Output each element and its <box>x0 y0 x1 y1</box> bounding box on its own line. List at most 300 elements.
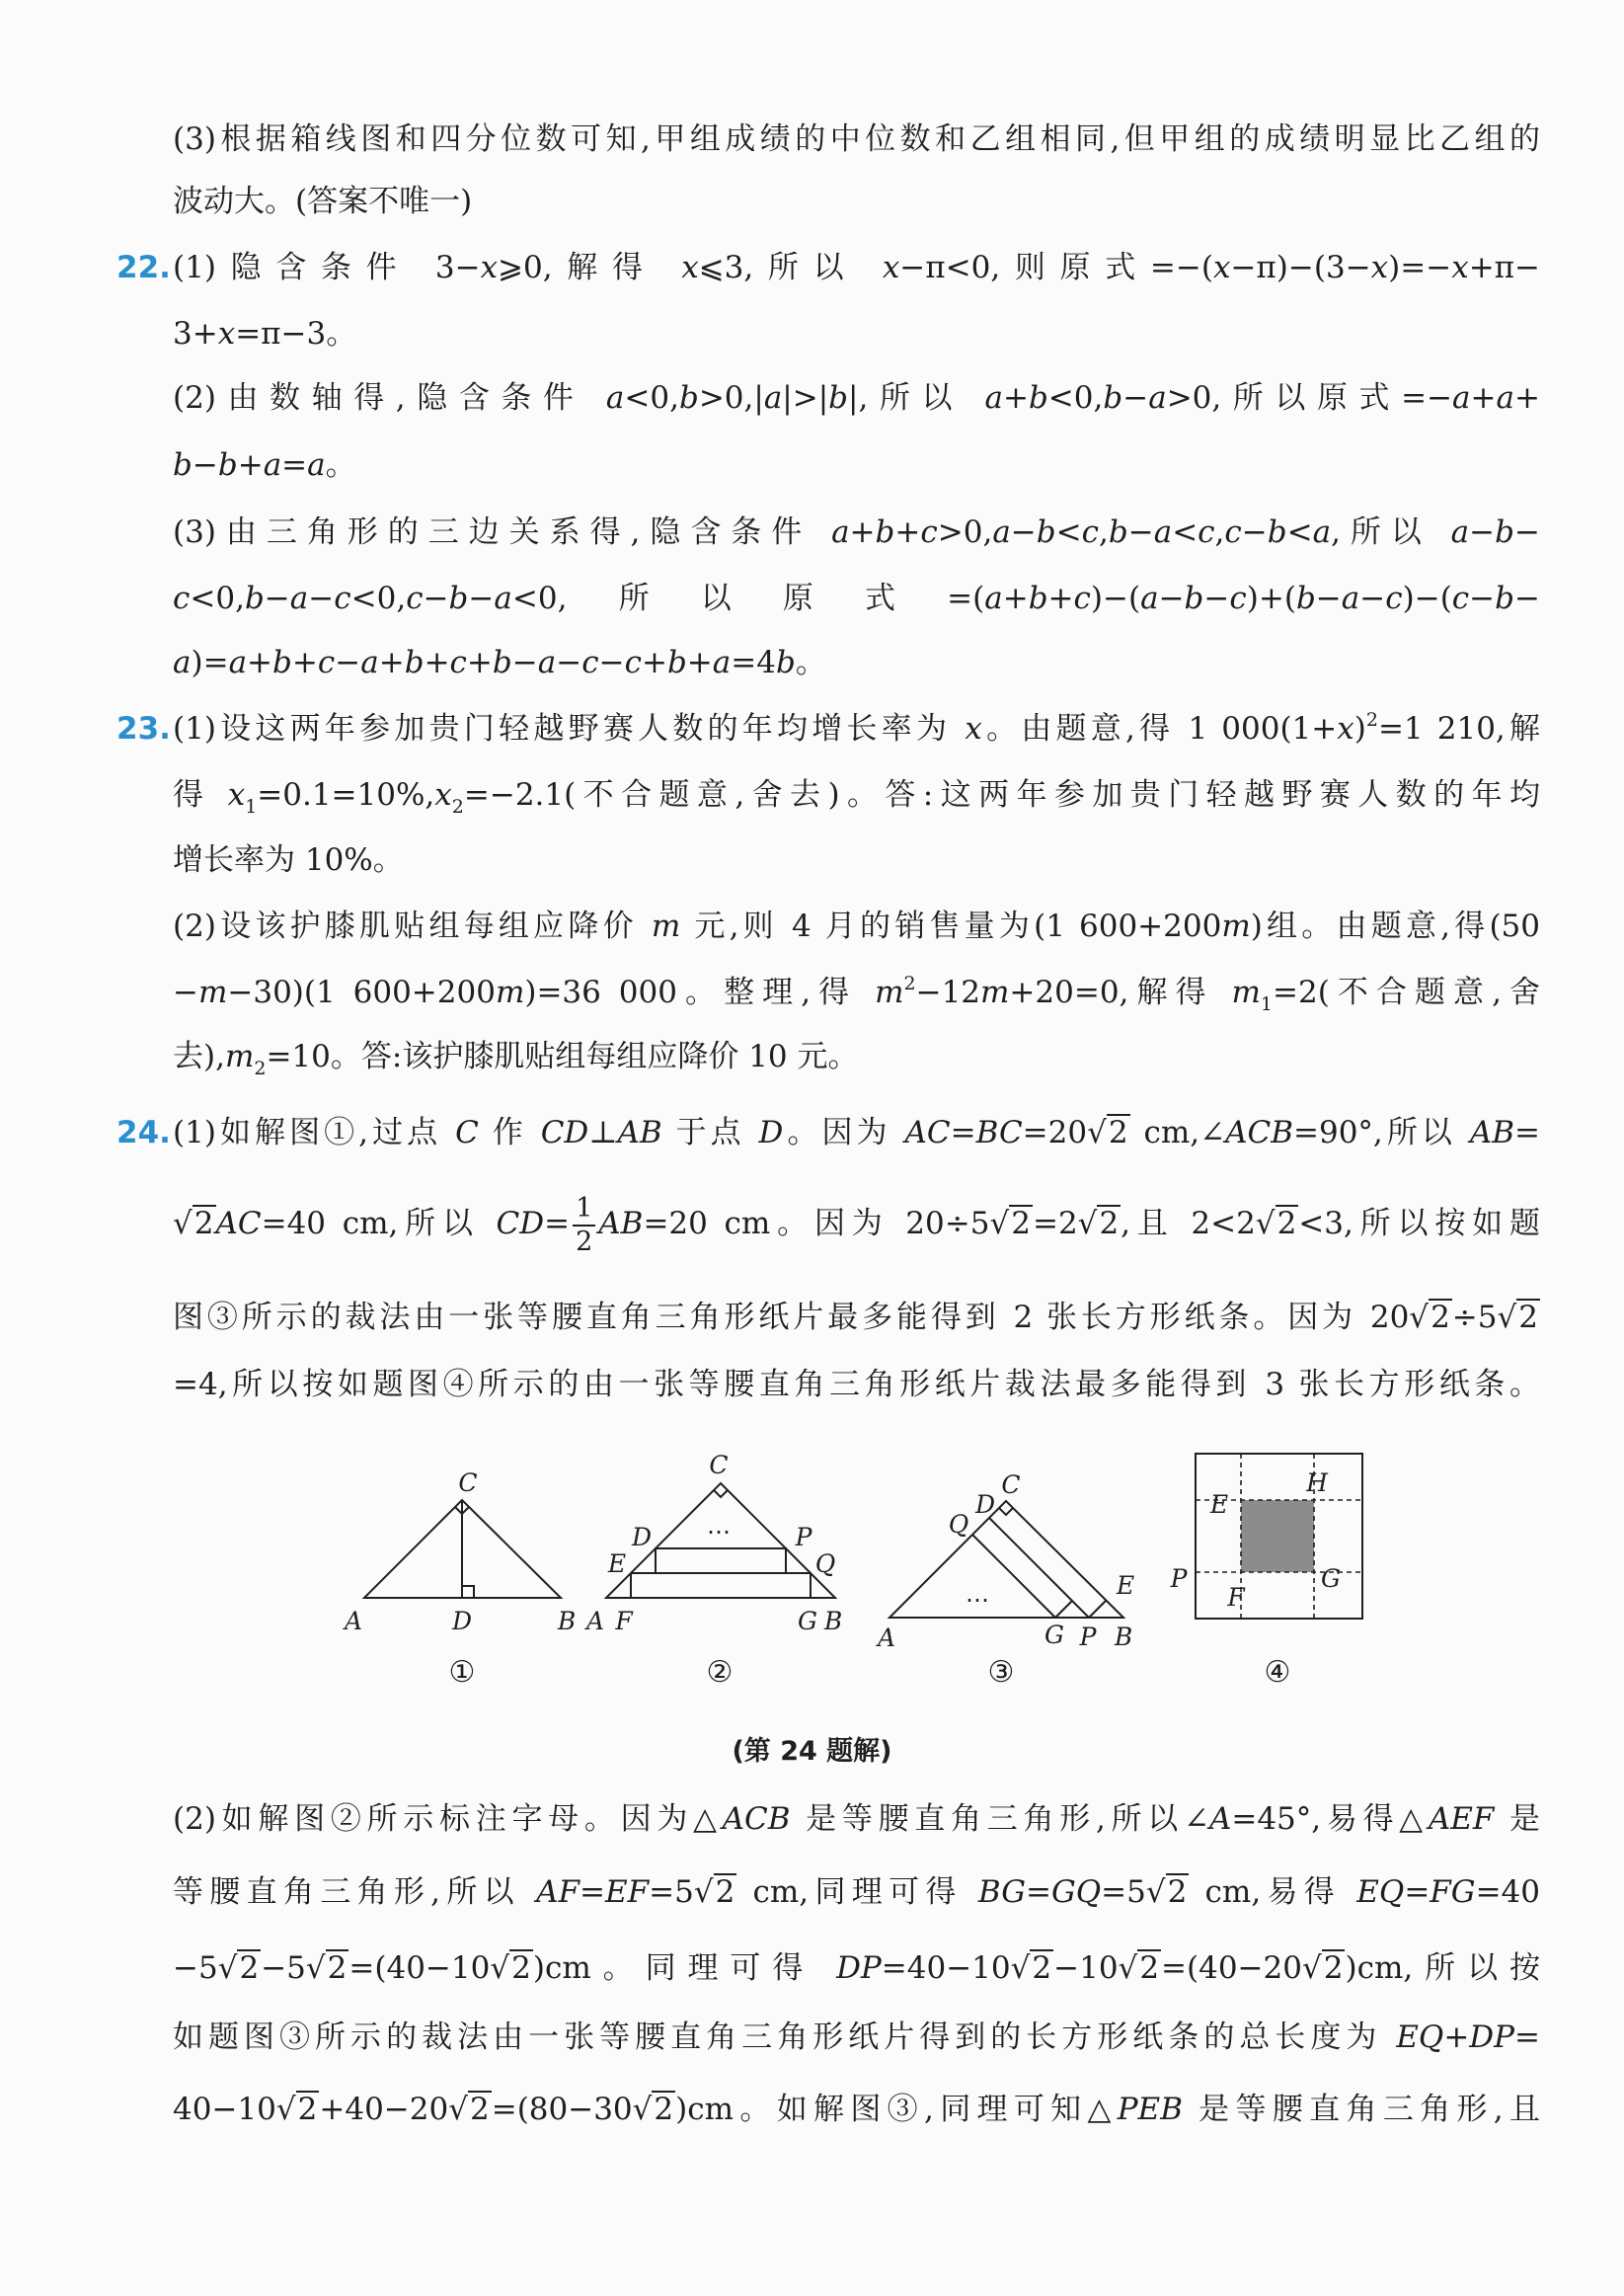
text-run <box>736 1874 752 1910</box>
math-variable: a <box>605 380 625 416</box>
text-run: = <box>1514 1115 1540 1150</box>
segment-pe <box>1089 1601 1106 1618</box>
label-b: B <box>823 1607 843 1635</box>
math-variable: b <box>1267 515 1287 550</box>
text-run: 是等腰直角三角形,所以∠ <box>790 1801 1209 1837</box>
math-variable: b <box>1495 581 1515 616</box>
math-variable: x <box>227 777 246 813</box>
unit-text: cm <box>1356 1950 1404 1986</box>
text-line <box>173 309 1540 358</box>
text-run: <0, <box>624 380 679 416</box>
label-a: A <box>877 1623 896 1652</box>
label-a: A <box>585 1607 605 1635</box>
math-variable: c <box>449 645 467 680</box>
label-p: P <box>795 1523 812 1551</box>
question-number: 24. <box>116 1115 171 1150</box>
text-run: −12 <box>915 975 981 1010</box>
unit-text: cm <box>1204 1874 1252 1910</box>
math-variable: FG <box>1430 1874 1476 1910</box>
radical-sign-icon: √ <box>448 2092 468 2127</box>
radical-sign-icon: √ <box>693 1874 714 1910</box>
text-run: 等腰直角三角形,所以 <box>173 1874 537 1910</box>
math-variable: x <box>217 316 236 352</box>
radicand: 2 <box>327 1950 348 1986</box>
text-run: − <box>556 645 582 680</box>
radicand: 2 <box>1032 1950 1052 1986</box>
radical-sign-icon: √ <box>1497 1300 1517 1335</box>
unit-text: cm <box>752 1874 800 1910</box>
math-variable: a <box>1312 515 1332 550</box>
label-p: P <box>1079 1623 1097 1651</box>
label-e: E <box>1209 1490 1229 1519</box>
math-variable: PEB <box>1117 2092 1183 2127</box>
math-variable: a <box>1153 515 1173 550</box>
text-run: ,同理可得 <box>799 1874 978 1910</box>
superscript: 2 <box>1365 709 1378 731</box>
figure-number: ④ <box>1264 1655 1291 1690</box>
math-variable: c <box>1451 581 1470 616</box>
ellipsis-mark: … <box>707 1512 731 1540</box>
math-variable: b <box>404 645 425 680</box>
math-variable: x <box>434 777 452 813</box>
segment-g-cross <box>1055 1601 1072 1618</box>
text-run: )=− <box>1388 250 1452 285</box>
math-variable: EQ <box>1396 2019 1444 2055</box>
radicand: 2 <box>1518 1300 1538 1335</box>
text-line <box>173 638 1540 687</box>
figure-2 <box>584 1451 842 1690</box>
math-variable: b <box>1184 581 1204 616</box>
math-variable: a <box>360 645 379 680</box>
triangle-acb <box>889 1501 1123 1618</box>
text-run: ,且 2<2 <box>1121 1206 1256 1241</box>
radicand: 2 <box>297 2092 318 2127</box>
fraction <box>573 1193 595 1258</box>
text-run: =10。答:该护膝肌贴组每组应降价 10 元。 <box>266 1039 859 1074</box>
text-run: ,所以 <box>1331 515 1451 550</box>
math-variable: a <box>1341 581 1360 616</box>
question-number: 23. <box>116 711 171 747</box>
text-line <box>173 440 1540 490</box>
text-run: |>| <box>782 380 829 416</box>
text-run: ,所以 <box>388 1206 497 1241</box>
math-variable: a <box>831 515 850 550</box>
unit-text: cm <box>687 2092 735 2127</box>
text-line <box>173 1108 1540 1157</box>
ellipsis-mark: … <box>966 1580 989 1608</box>
text-line <box>173 1943 1540 1993</box>
text-run: −5 <box>261 1950 306 1986</box>
right-angle-mark-c <box>714 1490 728 1497</box>
text-line <box>173 2013 1540 2062</box>
text-run: − <box>1315 581 1342 616</box>
math-variable: a <box>1450 515 1470 550</box>
square-root <box>989 1206 1033 1241</box>
radicand: 2 <box>511 1950 531 1986</box>
label-g: G <box>798 1607 817 1635</box>
text-run: − <box>468 581 495 616</box>
text-run: + <box>424 645 450 680</box>
math-variable: b <box>1028 380 1048 416</box>
math-variable: AB <box>1469 1115 1515 1150</box>
text-run: <0, <box>1047 380 1104 416</box>
text-run: >0,所以原式=− <box>1166 380 1453 416</box>
text-run: )=36 000。整理,得 <box>524 975 876 1010</box>
text-run: 40−10 <box>173 2092 276 2127</box>
math-variable: c <box>1229 581 1247 616</box>
math-variable: b <box>1495 515 1514 550</box>
text-run: ) <box>1353 711 1366 747</box>
text-run: =40 <box>261 1206 343 1241</box>
right-angle-mark-c <box>999 1508 1013 1515</box>
square-root <box>1078 1206 1121 1241</box>
math-variable: a <box>263 447 282 483</box>
text-run: − <box>598 645 625 680</box>
radical-sign-icon: √ <box>632 2092 653 2127</box>
radicand: 2 <box>469 2092 490 2127</box>
text-line <box>173 2085 1540 2134</box>
label-c: C <box>458 1468 478 1497</box>
radicand: 2 <box>1276 1206 1297 1241</box>
text-run: 如题图③所示的裁法由一张等腰直角三角形纸片得到的长方形纸条的总长度为 <box>173 2019 1397 2055</box>
math-variable: b <box>1028 581 1048 616</box>
subscript: 1 <box>245 796 258 818</box>
text-run: <0, <box>350 581 407 616</box>
math-variable: c <box>1224 515 1242 550</box>
text-run: (2)如解图②所示标注字母。因为△ <box>173 1801 723 1837</box>
text-line <box>173 968 1540 1017</box>
text-line <box>173 508 1540 557</box>
text-run: =1 210,解 <box>1377 711 1540 747</box>
text-run: 。因为 <box>783 1115 905 1150</box>
text-run: (2)设该护膝肌贴组每组应降价 <box>173 909 652 944</box>
math-variable: x <box>1337 711 1354 747</box>
radical-sign-icon: √ <box>1010 1950 1031 1986</box>
text-run: + <box>1002 380 1029 416</box>
text-run: − <box>264 581 290 616</box>
math-variable: b <box>678 380 699 416</box>
text-line <box>173 902 1540 951</box>
text-run: ⩽3,所以 <box>698 250 883 285</box>
question-number: 22. <box>116 250 171 285</box>
math-variable: c <box>1198 515 1215 550</box>
math-variable: CD <box>496 1206 545 1241</box>
text-run: +40−20 <box>319 2092 449 2127</box>
math-variable: BG <box>977 1874 1026 1910</box>
text-run: <0,所以原式=( <box>511 581 985 616</box>
math-variable: c <box>317 645 336 680</box>
text-run: =40−10 <box>881 1950 1011 1986</box>
label-c: C <box>709 1451 729 1479</box>
math-variable: b <box>244 581 265 616</box>
label-e: E <box>1116 1571 1135 1600</box>
text-run: 是 <box>1494 1801 1540 1837</box>
text-run: >0,| <box>698 380 764 416</box>
label-c: C <box>1001 1470 1021 1499</box>
math-variable: a <box>1148 380 1167 416</box>
text-run: (1)隐含条件 3− <box>173 250 481 285</box>
text-run: + <box>378 645 405 680</box>
radicand: 2 <box>1108 1115 1128 1150</box>
subscript: 1 <box>1260 993 1273 1015</box>
text-run: −10 <box>1053 1950 1119 1986</box>
text-run <box>1130 1115 1144 1150</box>
math-variable: x <box>480 250 499 285</box>
text-run: =(40−20 <box>1161 1950 1302 1986</box>
math-variable: a <box>992 515 1011 550</box>
strip-dp <box>656 1548 786 1573</box>
text-run: <0, <box>190 581 245 616</box>
math-variable: c <box>173 581 191 616</box>
text-run: =(40−10 <box>348 1950 491 1986</box>
text-line <box>173 1032 1540 1081</box>
unit-text: cm <box>1143 1115 1191 1150</box>
text-line <box>173 574 1540 623</box>
radical-sign-icon: √ <box>305 1950 326 1986</box>
solution-figures <box>0 1422 1624 1708</box>
math-variable: c <box>581 645 599 680</box>
text-line <box>173 1182 1540 1265</box>
label-e: E <box>607 1549 627 1578</box>
math-variable: DP <box>1469 2019 1515 2055</box>
text-run: − <box>1241 515 1268 550</box>
math-variable: AF <box>536 1874 580 1910</box>
text-run: + <box>291 645 318 680</box>
subscript: 2 <box>451 796 464 818</box>
text-run: = <box>580 1874 606 1910</box>
text-run: < <box>1172 515 1199 550</box>
radicand: 2 <box>1167 1874 1188 1910</box>
square-root <box>490 1950 533 1986</box>
text-run: )−( <box>1402 581 1452 616</box>
text-run: − <box>192 447 218 483</box>
math-variable: b <box>875 515 895 550</box>
unit-text: cm <box>342 1206 389 1241</box>
text-run: =40 <box>1475 1874 1540 1910</box>
math-variable: x <box>965 711 982 747</box>
text-run: + <box>1514 380 1540 416</box>
radical-sign-icon: √ <box>275 2092 296 2127</box>
text-run: =0.1=10%, <box>257 777 435 813</box>
math-variable: ACB <box>722 1801 791 1837</box>
text-run: + <box>1002 581 1029 616</box>
math-variable: a <box>984 380 1003 416</box>
text-run: )= <box>191 645 229 680</box>
text-run: (3)根据箱线图和四分位数可知,甲组成绩的中位数和乙组相同,但甲组的成绩明显比乙组的 <box>173 121 1540 157</box>
radical-sign-icon: √ <box>173 1206 193 1241</box>
text-run: − <box>335 645 361 680</box>
text-run: ,所以按 <box>1403 1950 1540 1986</box>
square-root <box>1011 1950 1054 1986</box>
math-variable: AEF <box>1428 1801 1495 1837</box>
text-run: (3)由三角形的三边关系得,隐含条件 <box>173 515 832 550</box>
text-run: ,∠ <box>1190 1115 1226 1150</box>
text-run: − <box>423 581 449 616</box>
text-run: − <box>1203 581 1230 616</box>
text-run: 去), <box>173 1039 225 1074</box>
math-variable: c <box>334 581 351 616</box>
text-run: =4,所以按如题图④所示的由一张等腰直角三角形纸片裁法最多能得到 3 张长方形纸条。 <box>173 1367 1540 1402</box>
text-run: =4 <box>731 645 776 680</box>
text-run: =5 <box>1101 1874 1146 1910</box>
radicand: 2 <box>239 1950 260 1986</box>
math-variable: x <box>882 250 900 285</box>
text-run: = <box>1026 1874 1051 1910</box>
text-run: < <box>1286 515 1313 550</box>
text-run: , <box>1099 515 1109 550</box>
text-run: < <box>1055 515 1082 550</box>
label-d: D <box>451 1607 473 1635</box>
radical-sign-icon: √ <box>1145 1874 1166 1910</box>
text-run: (1)设这两年参加贵门轻越野赛人数的年均增长率为 <box>173 711 966 747</box>
label-d: D <box>631 1523 653 1551</box>
math-variable: a <box>173 645 192 680</box>
square-root <box>306 1950 349 1986</box>
math-variable: b <box>666 645 687 680</box>
math-variable: DP <box>836 1950 882 1986</box>
square-root <box>448 2092 492 2127</box>
math-variable: a <box>1452 380 1471 416</box>
text-run: 。 <box>325 447 356 483</box>
math-variable: c <box>406 581 424 616</box>
text-run: (2)由数轴得,隐含条件 <box>173 380 606 416</box>
text-run: ⩾0,解得 <box>498 250 682 285</box>
label-f: F <box>1227 1583 1245 1612</box>
math-variable: b <box>448 581 469 616</box>
math-variable: x <box>1370 250 1389 285</box>
text-run: + <box>247 645 273 680</box>
text-run: ⊥ <box>588 1115 618 1150</box>
text-run: ) <box>532 1950 545 1986</box>
square-root <box>1302 1950 1346 1986</box>
square-root <box>633 2092 676 2127</box>
radicand: 2 <box>1431 1300 1450 1335</box>
math-variable: m <box>197 975 228 1010</box>
text-run: + <box>686 645 713 680</box>
text-run: 3+ <box>173 316 218 352</box>
math-variable: C <box>455 1115 479 1150</box>
math-variable: b <box>828 380 849 416</box>
math-variable: c <box>920 515 938 550</box>
text-run: >0, <box>937 515 993 550</box>
text-run: 。 <box>795 645 826 680</box>
math-variable: c <box>1385 581 1403 616</box>
text-run: −π<0,则原式=−( <box>899 250 1213 285</box>
text-run: + <box>237 447 264 483</box>
math-variable: a <box>494 581 512 616</box>
text-run: − <box>1010 515 1037 550</box>
text-run: = <box>281 447 308 483</box>
numerator: 1 <box>573 1193 595 1227</box>
subscript: 2 <box>254 1058 267 1079</box>
text-run: − <box>511 645 538 680</box>
math-variable: b <box>173 447 193 483</box>
text-run: 得 <box>173 777 228 813</box>
label-b: B <box>557 1607 577 1635</box>
math-variable: b <box>1036 515 1056 550</box>
radical-sign-icon: √ <box>1255 1206 1276 1241</box>
label-d: D <box>974 1490 996 1519</box>
label-b: B <box>1114 1623 1133 1651</box>
text-run: − <box>1158 581 1185 616</box>
text-run: − <box>1469 581 1496 616</box>
radical-sign-icon: √ <box>490 1950 510 1986</box>
math-variable: A <box>1208 1801 1232 1837</box>
text-run: 波动大。(答案不唯一) <box>173 184 473 219</box>
math-variable: a <box>289 581 309 616</box>
text-run: −π)−(3− <box>1230 250 1371 285</box>
text-run: +π− <box>1468 250 1540 285</box>
radicand: 2 <box>1323 1950 1344 1986</box>
math-variable: b <box>492 645 512 680</box>
text-run: )组。由题意,得(50 <box>1250 909 1540 944</box>
text-run: =20 <box>643 1206 725 1241</box>
text-run: =90°,所以 <box>1293 1115 1470 1150</box>
figure-1 <box>343 1468 576 1690</box>
text-run: + <box>1047 581 1074 616</box>
radical-sign-icon: √ <box>1301 1950 1322 1986</box>
text-run: 图③所示的裁法由一张等腰直角三角形纸片最多能得到 2 张长方形纸条。因为 20 <box>173 1300 1410 1335</box>
label-g: G <box>1044 1621 1064 1649</box>
label-a: A <box>344 1607 363 1635</box>
math-variable: x <box>1212 250 1231 285</box>
radicand: 2 <box>715 1874 735 1910</box>
figure-number: ① <box>448 1655 476 1690</box>
math-variable: m <box>1231 975 1261 1010</box>
math-variable: EF <box>605 1874 650 1910</box>
math-variable: b <box>1108 515 1128 550</box>
text-run: 于点 <box>661 1115 759 1150</box>
text-line <box>173 243 1540 292</box>
radicand: 2 <box>193 1206 214 1241</box>
text-run: =2 <box>1032 1206 1078 1241</box>
text-run: = <box>544 1206 571 1241</box>
denominator: 2 <box>576 1226 593 1257</box>
square-root <box>1498 1300 1541 1335</box>
text-run: + <box>849 515 876 550</box>
square-root <box>218 1950 262 1986</box>
math-variable: b <box>272 645 292 680</box>
label-g: G <box>1321 1564 1341 1593</box>
math-variable: a <box>984 581 1003 616</box>
text-run <box>1189 1874 1204 1910</box>
math-variable: a <box>228 645 248 680</box>
text-run: −30)(1 600+200 <box>227 975 496 1010</box>
math-variable: c <box>1081 515 1099 550</box>
text-run: 。同理可得 <box>590 1950 837 1986</box>
text-run: + <box>466 645 493 680</box>
square-root <box>1409 1300 1452 1335</box>
text-run: − <box>1122 380 1149 416</box>
radical-sign-icon: √ <box>989 1206 1010 1241</box>
text-run: ,易得 <box>1251 1874 1357 1910</box>
figure-number: ② <box>706 1655 734 1690</box>
math-variable: c <box>624 645 642 680</box>
text-run: 元,则 4 月的销售量为(1 600+200 <box>680 909 1222 944</box>
text-run: − <box>173 975 198 1010</box>
math-variable: a <box>537 645 557 680</box>
math-variable: EQ <box>1356 1874 1405 1910</box>
math-variable: x <box>1451 250 1469 285</box>
math-variable: c <box>1073 581 1091 616</box>
text-run: −5 <box>173 1950 218 1986</box>
unit-text: cm <box>544 1950 591 1986</box>
text-run: − <box>1514 581 1540 616</box>
text-run: 。如解图③,同理可知△ <box>734 2092 1118 2127</box>
text-run: =−2.1(不合题意,舍去)。答:这两年参加贵门轻越野赛人数的年均 <box>463 777 1540 813</box>
text-line <box>173 115 1540 164</box>
text-run: 增长率为 10%。 <box>173 842 404 878</box>
